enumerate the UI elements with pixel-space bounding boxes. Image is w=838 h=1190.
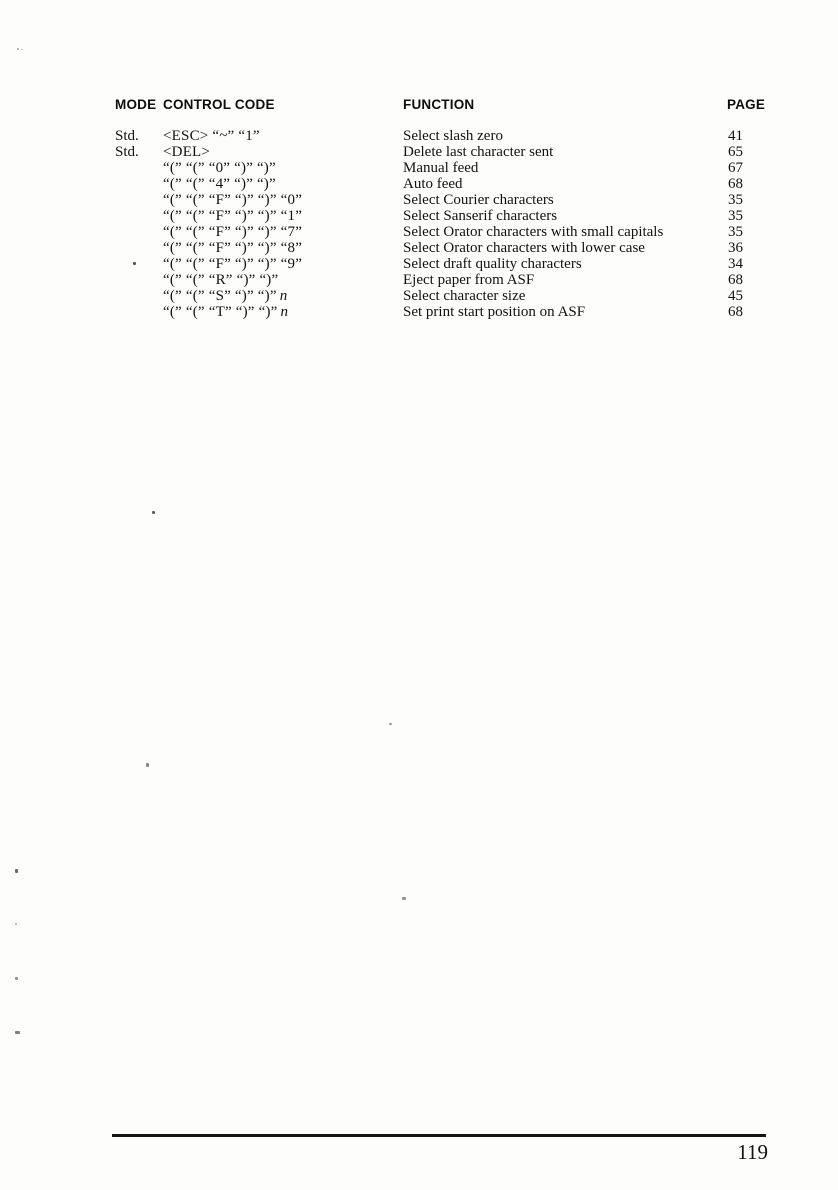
table-row (0, 176, 838, 192)
cell-page: 35 (728, 224, 743, 240)
cell-function: Select Orator characters with lower case (403, 240, 645, 256)
table-row (0, 192, 838, 208)
cell-code: “(” “(” “F” “)” “)” “1” (163, 208, 303, 224)
scan-speck (402, 897, 406, 900)
cell-page: 68 (728, 304, 743, 320)
cell-function: Select draft quality characters (403, 256, 582, 272)
cell-code: “(” “(” “F” “)” “)” “7” (163, 224, 303, 240)
cell-function: Select Courier characters (403, 192, 554, 208)
table-row (0, 240, 838, 256)
cell-code: “(” “(” “F” “)” “)” “0” (163, 192, 303, 208)
cell-code: “(” “(” “R” “)” “)” (163, 272, 279, 288)
table-body (0, 128, 838, 320)
table-row (0, 256, 838, 272)
table-row (0, 208, 838, 224)
scan-speck (21, 49, 23, 50)
table-row (0, 144, 838, 160)
cell-function: Select Orator characters with small capitals (403, 224, 664, 240)
column-header-control-code: CONTROL CODE (163, 97, 275, 112)
cell-page: 68 (728, 272, 743, 288)
cell-code: <DEL> (163, 144, 211, 160)
column-header-function: FUNCTION (403, 97, 475, 112)
scan-speck (15, 869, 18, 873)
table-header-row (0, 97, 838, 113)
footer-rule (112, 1134, 766, 1137)
cell-function: Select character size (403, 288, 526, 304)
scan-speck (17, 48, 19, 50)
column-header-page: PAGE (727, 97, 766, 112)
cell-page: 68 (728, 176, 743, 192)
scan-speck (15, 1031, 20, 1034)
cell-code: “(” “(” “F” “)” “)” “9” (163, 256, 303, 272)
cell-page: 34 (728, 256, 743, 272)
cell-code: <ESC> “~” “1” (163, 128, 260, 144)
cell-function: Manual feed (403, 160, 479, 176)
cell-function: Eject paper from ASF (403, 272, 535, 288)
cell-code: “(” “(” “T” “)” “)” n (163, 304, 289, 320)
cell-function: Select Sanserif characters (403, 208, 558, 224)
scan-speck (15, 977, 18, 980)
cell-code: “(” “(” “S” “)” “)” n (163, 288, 288, 304)
table-row (0, 272, 838, 288)
cell-page: 45 (728, 288, 743, 304)
cell-function: Delete last character sent (403, 144, 554, 160)
cell-code: “(” “(” “0” “)” “)” (163, 160, 276, 176)
cell-mode: Std. (115, 128, 139, 144)
cell-page: 67 (728, 160, 743, 176)
table-row (0, 288, 838, 304)
code-variable: n (280, 304, 289, 320)
cell-page: 35 (728, 208, 743, 224)
cell-function: Auto feed (403, 176, 463, 192)
scan-speck (152, 511, 155, 514)
table-row (0, 304, 838, 320)
cell-function: Select slash zero (403, 128, 503, 144)
cell-code: “(” “(” “4” “)” “)” (163, 176, 276, 192)
scan-speck (389, 723, 392, 725)
code-variable: n (279, 288, 288, 304)
cell-mode: Std. (115, 144, 139, 160)
cell-code: “(” “(” “F” “)” “)” “8” (163, 240, 303, 256)
column-header-mode: MODE (115, 97, 157, 112)
cell-page: 65 (728, 144, 743, 160)
cell-page: 36 (728, 240, 743, 256)
scan-speck (15, 923, 17, 925)
cell-page: 35 (728, 192, 743, 208)
cell-page: 41 (728, 128, 743, 144)
cell-function: Set print start position on ASF (403, 304, 586, 320)
table-row (0, 160, 838, 176)
scan-speck (133, 262, 136, 265)
page-number: 119 (737, 1140, 768, 1164)
table-row (0, 224, 838, 240)
table-row (0, 128, 838, 144)
scan-speck (146, 763, 149, 767)
